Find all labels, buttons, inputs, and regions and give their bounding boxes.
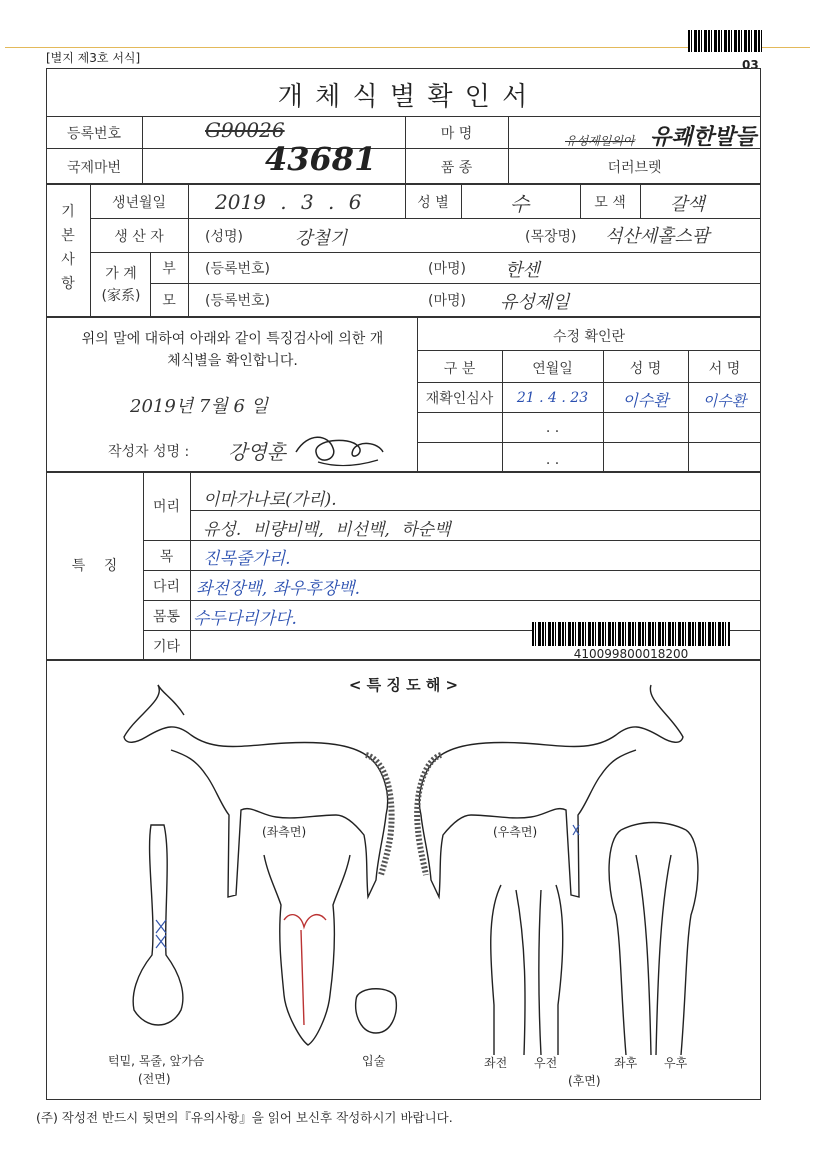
horse-name-label: 마 명 xyxy=(440,126,473,142)
head-line1: 이마가나로(가리). xyxy=(203,490,337,510)
horse-diagram xyxy=(46,665,761,1100)
reg-struck: G90026 xyxy=(205,118,285,142)
lips-label: 입술 xyxy=(362,1054,386,1068)
sex-label: 성 별 xyxy=(417,195,449,211)
intl-label: 국제마번 xyxy=(66,160,122,176)
lineage-label: 가 계 (家系) xyxy=(101,266,141,304)
writer-signature xyxy=(288,422,388,472)
legs-label: 다리 xyxy=(152,579,181,595)
farm-label: (목장명) xyxy=(525,229,577,245)
dam-reg-label: (등록번호) xyxy=(205,293,271,309)
sex-value: 수 xyxy=(510,192,530,216)
front-caption: 턱밑, 목줄, 앞가슴 xyxy=(108,1054,205,1068)
dam-value: 유성제일 xyxy=(500,292,570,313)
amend-row-date: 21 . 4 . 23 xyxy=(516,390,589,406)
amend-row-type: 재확인심사 xyxy=(425,391,494,407)
page-title: 개 체 식 별 확 인 서 xyxy=(277,82,530,112)
body-value: 수두다리가다. xyxy=(193,609,297,629)
right-side-label: (우측면) xyxy=(493,825,538,839)
id-barcode xyxy=(532,622,730,646)
breeder-label: 생 산 자 xyxy=(114,229,164,245)
hind-left-label: 좌후 xyxy=(614,1056,638,1070)
rear-sub: (후면) xyxy=(568,1074,601,1088)
left-side-label: (좌측면) xyxy=(262,825,307,839)
breeder-name: 강철기 xyxy=(295,228,348,249)
confirm-statement: 위의 말에 대하여 아래와 같이 특징검사에 의한 개체식별을 확인합니다. xyxy=(81,331,384,369)
neck-value: 진목줄가리. xyxy=(203,549,291,569)
front-right-label: 우전 xyxy=(534,1056,558,1070)
amend-row3-date: . . xyxy=(545,452,560,468)
farm-value: 석산세홀스팜 xyxy=(605,226,710,247)
amend-row2-date: . . xyxy=(545,420,560,436)
writer-name: 강영훈 xyxy=(228,440,286,464)
breeder-name-label: (성명) xyxy=(205,229,243,245)
amend-header-sign: 서 명 xyxy=(708,361,741,377)
amend-row-name: 이수환 xyxy=(622,391,669,410)
page-code: 03 xyxy=(742,58,759,72)
top-barcode xyxy=(688,30,762,52)
neck-label: 목 xyxy=(159,549,174,565)
sire-name-label: (마명) xyxy=(428,261,466,277)
front-left-label: 좌전 xyxy=(484,1056,508,1070)
horse-name-struck: 유성제일의아 xyxy=(565,134,635,148)
reg-label: 등록번호 xyxy=(66,126,122,142)
legs-value: 좌전장백, 좌우후장백. xyxy=(196,579,361,599)
breed-value: 더러브렛 xyxy=(607,160,662,176)
writer-label: 작성자 성명 : xyxy=(108,444,190,460)
amend-title: 수정 확인란 xyxy=(552,329,626,345)
dam-name-label: (마명) xyxy=(428,293,466,309)
amend-header-date: 연월일 xyxy=(532,361,573,377)
head-label: 머리 xyxy=(152,499,181,515)
amend-header-type: 구 분 xyxy=(443,361,476,377)
head-line2: 유성. 비량비백, 비선백, 하순백 xyxy=(203,520,451,540)
birth-value: 2019 . 3 . 6 xyxy=(215,190,362,214)
basic-section-label: 기 본 사 항 xyxy=(61,204,75,292)
diagram-title: < 특 징 도 해 > xyxy=(348,676,459,694)
birth-label: 생년월일 xyxy=(111,195,167,211)
front-sub: (전면) xyxy=(138,1072,171,1086)
breed-label: 품 종 xyxy=(440,160,473,176)
barcode-number: 410099800018200 xyxy=(573,647,689,661)
footer-note: (주) 작성전 반드시 뒷면의『유의사항』을 읽어 보신후 작성하시기 바랍니다. xyxy=(36,1110,453,1125)
color-value: 갈색 xyxy=(670,194,705,215)
amend-header-name: 성 명 xyxy=(629,361,662,377)
sire-label: 부 xyxy=(162,261,176,277)
confirm-date: 2019년 7월 6 일 xyxy=(130,396,269,417)
body-label: 몸통 xyxy=(152,609,181,625)
amend-row-sign: 이수환 xyxy=(702,392,747,410)
form-tag: [별지 제3호 서식] xyxy=(46,51,141,65)
hind-right-label: 우후 xyxy=(664,1056,688,1070)
horse-name: 유쾌한발들 xyxy=(650,124,757,150)
dam-label: 모 xyxy=(162,293,176,309)
other-label: 기타 xyxy=(152,639,181,655)
reg-number: 43681 xyxy=(265,140,377,178)
sire-reg-label: (등록번호) xyxy=(205,261,271,277)
features-label: 특 징 xyxy=(71,558,118,574)
sire-value: 한센 xyxy=(505,260,540,281)
color-label: 모 색 xyxy=(594,195,626,211)
